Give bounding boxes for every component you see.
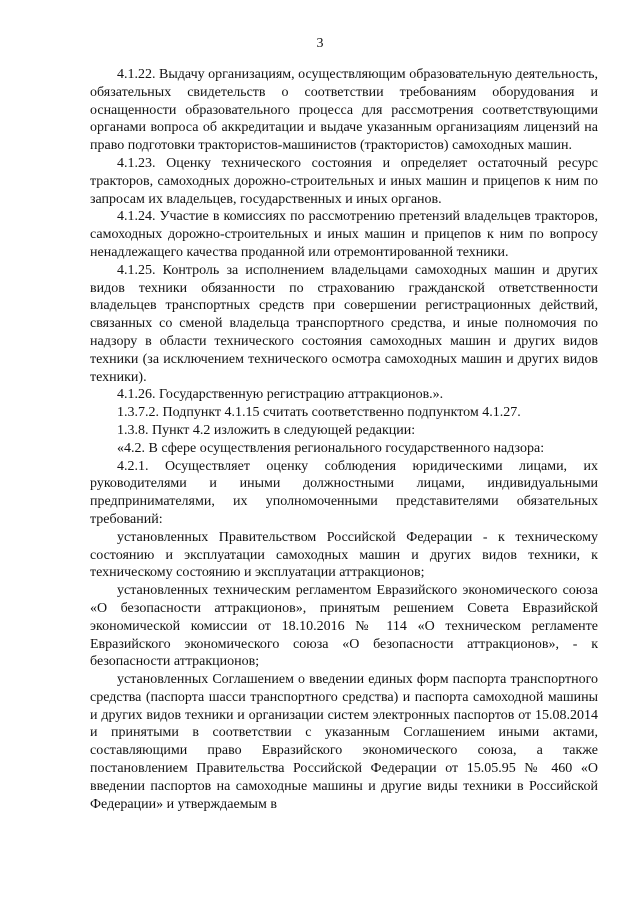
paragraph-4-1-24: 4.1.24. Участие в комиссиях по рассмотрению претензий владельцев тракторов, самоходных дорожно-строительных и иных машин и прицепов к ним по вопросу ненадлежащего качества проданной или отремонтированной техники. [90,209,598,260]
paragraph-requirements-agreement: установленных Соглашением о введении единых форм паспорта транспортного средства (паспорта шасси транспортного средства) и паспорта самоходной машины и других видов техники и организации систем электронных паспортов от 15.08.2014 и принятыми в соответствии с указанным Соглашением иными актами, составляющими право Евразийского экономического союза, а также постановлением Правительства Российской Федерации от 15.05.95 № 460 «О введении паспортов на самоходные машины и другие виды техники в Российской Федерации» и утверждаемым в [90,672,598,812]
paragraph-requirements-eaeu-regulation: установленных техническим регламентом Евразийского экономического союза «О безопасности аттракционов», принятым решением Совета Евразийской экономической комиссии от 18.10.2016 № 114 «О техническом регламенте Евразийского экономического союза «О безопасности аттракционов», - к безопасности аттракционов; [90,583,598,670]
paragraph-4-1-25: 4.1.25. Контроль за исполнением владельцами самоходных машин и других видов техники обязанности по страхованию гражданской ответственности владельцев транспортных средств при совершении регистрационных действий, связанных со сменой владельца транспортного средства, и иные полномочия по надзору в области технического состояния самоходных машин и других видов техники (за исключением технического осмотра самоходных машин и других видов техники). [90,262,598,385]
paragraph-4-2-1: 4.2.1. Осуществляет оценку соблюдения юридическими лицами, их руководителями и иными должностными лицами, индивидуальными предпринимателями, их уполномоченными представителями обязательных требований: [90,458,598,527]
paragraph-4-1-23: 4.1.23. Оценку технического состояния и определяет остаточный ресурс тракторов, самоходных дорожно-строительных и иных машин и прицепов к ним по запросам их владельцев, государственных и иных органов. [90,155,598,207]
paragraph-1-3-7-2: 1.3.7.2. Подпункт 4.1.15 считать соответственно подпунктом 4.1.27. [117,405,521,421]
paragraph-4-1-22: 4.1.22. Выдачу организациям, осуществляющим образовательную деятельность, обязательных свидетельств о соответствии требованиям оборудования и оснащенности образовательного процесса для рассмотрения соответствующими органами вопроса об аккредитации и выдаче указанным организациям лицензий на право подготовки трактористов-машинистов (трактористов) самоходных машин. [90,67,598,154]
page-number: 3 [316,36,324,51]
paragraph-1-3-8: 1.3.8. Пункт 4.2 изложить в следующей редакции: [117,422,416,438]
paragraph-requirements-government: установленных Правительством Российской Федерации - к техническому состоянию и эксплуатации самоходных машин и других видов техники, к техническому состоянию и эксплуатации аттракционов; [90,529,598,581]
document-body [90,66,598,813]
paragraph-4-2: «4.2. В сфере осуществления регионального государственного надзора: [117,440,545,456]
paragraph-4-1-26: 4.1.26. Государственную регистрацию аттракционов.». [117,387,444,403]
